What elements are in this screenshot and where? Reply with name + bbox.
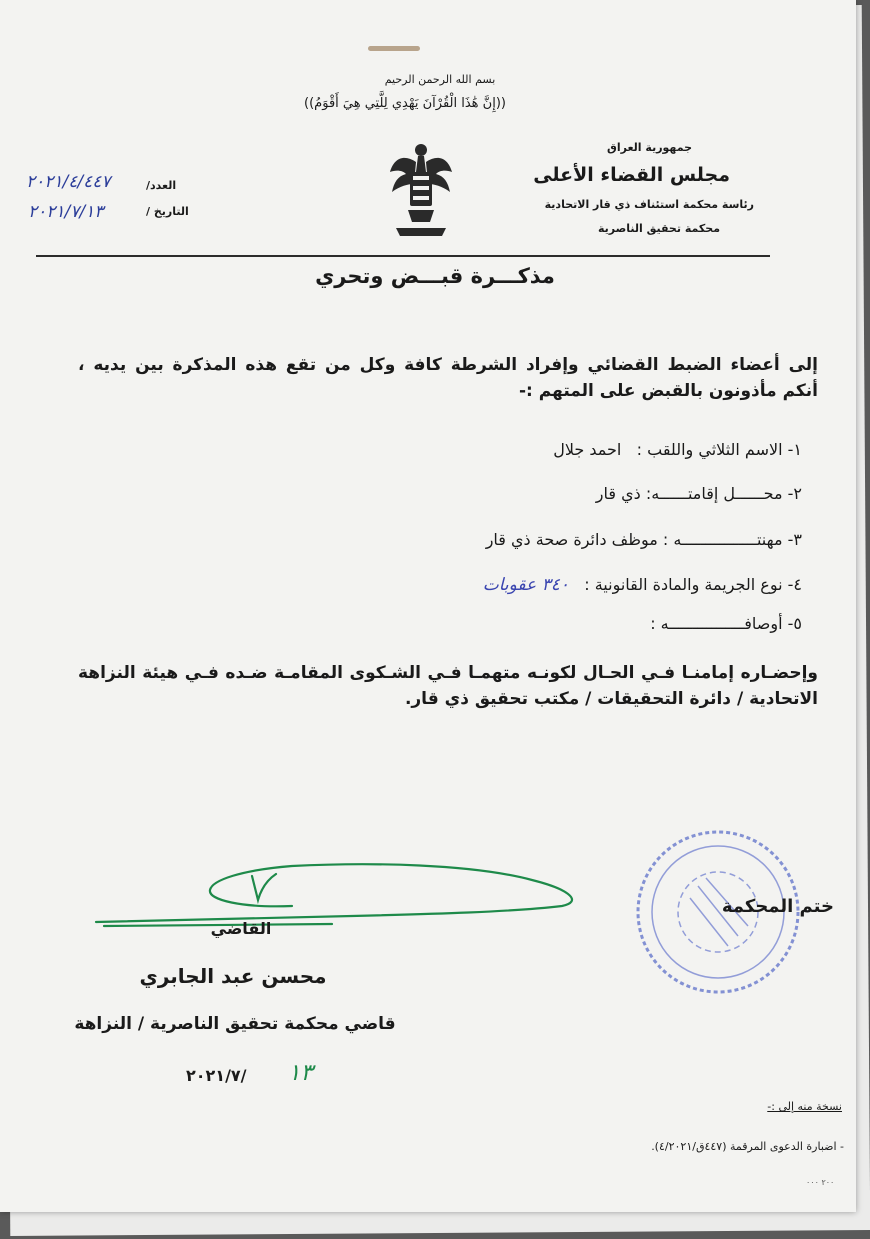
field-residence [596,484,802,503]
presidency-name: رئاسة محكمة استئناف ذي قار الاتحادية [544,198,754,211]
field-label: ٤- نوع الجريمة والمادة القانونية : [584,575,802,594]
reference-number: ٢٠٢١/٤/٤٤٧ [26,172,111,192]
field-occupation [486,530,802,549]
country-name: جمهورية العراق [607,141,692,154]
document-title: مذكـــرة قبـــض وتحري [315,264,555,288]
field-label: ١- الاسم الثلاثي واللقب : [636,440,802,459]
signature-day-handwritten: ١٣ [288,1060,313,1086]
field-crime-article [483,575,802,595]
field-label: ٣- مهنتــــــــــــــــه : [662,530,802,549]
judge-position: قاضي محكمة تحقيق الناصرية / النزاهة [74,1014,396,1034]
quran-verse: ((إِنَّ هَٰذَا الْقُرْآنَ يَهْدِي لِلَّتِي هِيَ أَقْوَمُ)) [304,96,506,111]
field-value-handwritten: ٣٤٠ عقوبات [482,575,569,595]
closing-paragraph: وإحضـاره إمامنـا فـي الحـال لكونـه متهمـا فـي الشـكوى المقامـة ضـده فـي هيئة النزاهة الاتحادية / دائرة التحقيقات / مكتب تحقيق ذي قار. [78,663,818,709]
header-divider [36,255,770,257]
judge-signature-icon [92,846,582,946]
issue-date: ٢٠٢١/٧/١٣ [28,202,104,222]
signature-date: ٢٠٢١/٧/ [186,1066,247,1085]
footer-code: ٢٠٠ ٠٠٠ [806,1178,835,1187]
field-value: ذي قار [595,484,641,503]
judge-name: محسن عبد الجابري [139,964,327,988]
field-value: موظف دائرة صحة ذي قار [485,530,658,549]
council-name: مجلس القضاء الأعلى [533,164,730,186]
field-label: ٥- أوصافــــــــــــــــه : [650,614,802,633]
copy-recipient: - اضبارة الدعوى المرقمة (٤٤٧ق/٤/٢٠٢١). [651,1140,844,1153]
field-description [650,614,802,633]
date-label: التاريخ / [146,205,189,218]
reference-label: العدد/ [146,179,177,192]
copy-to-label: نسخة منه إلى :- [767,1100,842,1113]
iraq-eagle-emblem-icon [388,132,454,244]
intro-paragraph: إلى أعضاء الضبط القضائي وإفراد الشرطة كافة وكل من تقع هذه المذكرة بين يديه ، أنكم مأذونون بالقبض على المتهم :- [78,355,818,401]
court-name: محكمة تحقيق الناصرية [597,222,720,235]
staple [368,46,420,51]
field-label: ٢- محــــــل إقامتــــــه: [645,484,802,503]
field-full-name [553,440,802,459]
field-value: احمد جلال [553,440,622,459]
basmala: بسم الله الرحمن الرحيم [384,73,496,86]
judge-title: القاضي [210,919,272,938]
court-stamp-label: ختم المحكمة [721,896,834,917]
